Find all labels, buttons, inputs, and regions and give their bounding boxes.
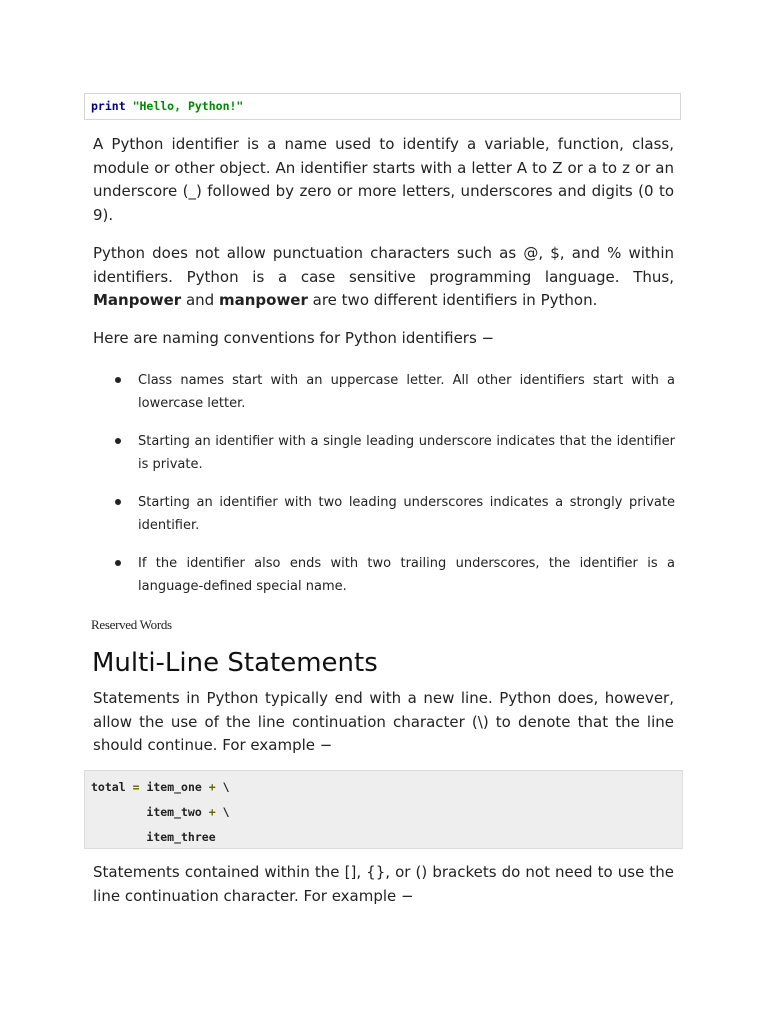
code-token-plus: + (208, 805, 216, 819)
paragraph-punctuation-text-1: Python does not allow punctuation characters such as @, $, and % within identifiers. Python is a case sensitive programming language. Thus, (93, 244, 674, 286)
paragraph-punctuation-and: and (181, 291, 219, 309)
list-item: Class names start with an uppercase letter. All other identifiers start with a lowercase letter. (110, 369, 675, 415)
code-block-multiline (84, 770, 683, 849)
code-line-1 (91, 775, 676, 800)
code-token-plus: + (208, 780, 216, 794)
paragraph-brackets: Statements contained within the [], {}, or () brackets do not need to use the line continuation character. For example − (93, 863, 674, 905)
code-keyword-print: print (91, 99, 126, 113)
code-token-backslash: \ (222, 780, 230, 794)
code-token-backslash: \ (222, 805, 230, 819)
bold-term-manpower-lower: manpower (218, 291, 308, 309)
code-token-item-two: item_two (146, 805, 202, 819)
paragraph-identifier-intro: A Python identifier is a name used to identify a variable, function, class, module or other object. An identifier starts with a letter A to Z or a to z or an underscore (_) followed by zero or more letters, underscores and digits (0 to 9). (93, 135, 674, 224)
code-token-equals: = (132, 780, 140, 794)
reserved-words-link[interactable]: Reserved Words (91, 617, 172, 632)
paragraph-multiline-intro: Statements in Python typically end with a new line. Python does, however, allow the use of the line continuation character (\) to denote that the line should continue. For example − (93, 689, 674, 754)
paragraph-punctuation-text-2: are two different identifiers in Python. (307, 291, 598, 309)
naming-conventions-list (110, 369, 675, 613)
section-heading-multiline: Multi-Line Statements (92, 648, 378, 678)
bold-term-manpower-capital: Manpower (93, 291, 182, 309)
code-block-print (84, 93, 681, 120)
list-item: Starting an identifier with two leading underscores indicates a strongly private identifier. (110, 491, 675, 537)
code-token-item-three: item_three (146, 830, 216, 844)
paragraph-punctuation (93, 242, 674, 313)
list-item: If the identifier also ends with two trailing underscores, the identifier is a language-defined special name. (110, 552, 675, 598)
list-item: Starting an identifier with a single leading underscore indicates that the identifier is private. (110, 430, 675, 476)
code-token-item-one: item_one (146, 780, 202, 794)
code-token-total: total (91, 780, 126, 794)
code-line-3 (91, 825, 676, 850)
paragraph-conventions-intro: Here are naming conventions for Python identifiers − (93, 329, 495, 347)
code-line-2 (91, 800, 676, 825)
code-string-hello: "Hello, Python!" (132, 99, 244, 113)
